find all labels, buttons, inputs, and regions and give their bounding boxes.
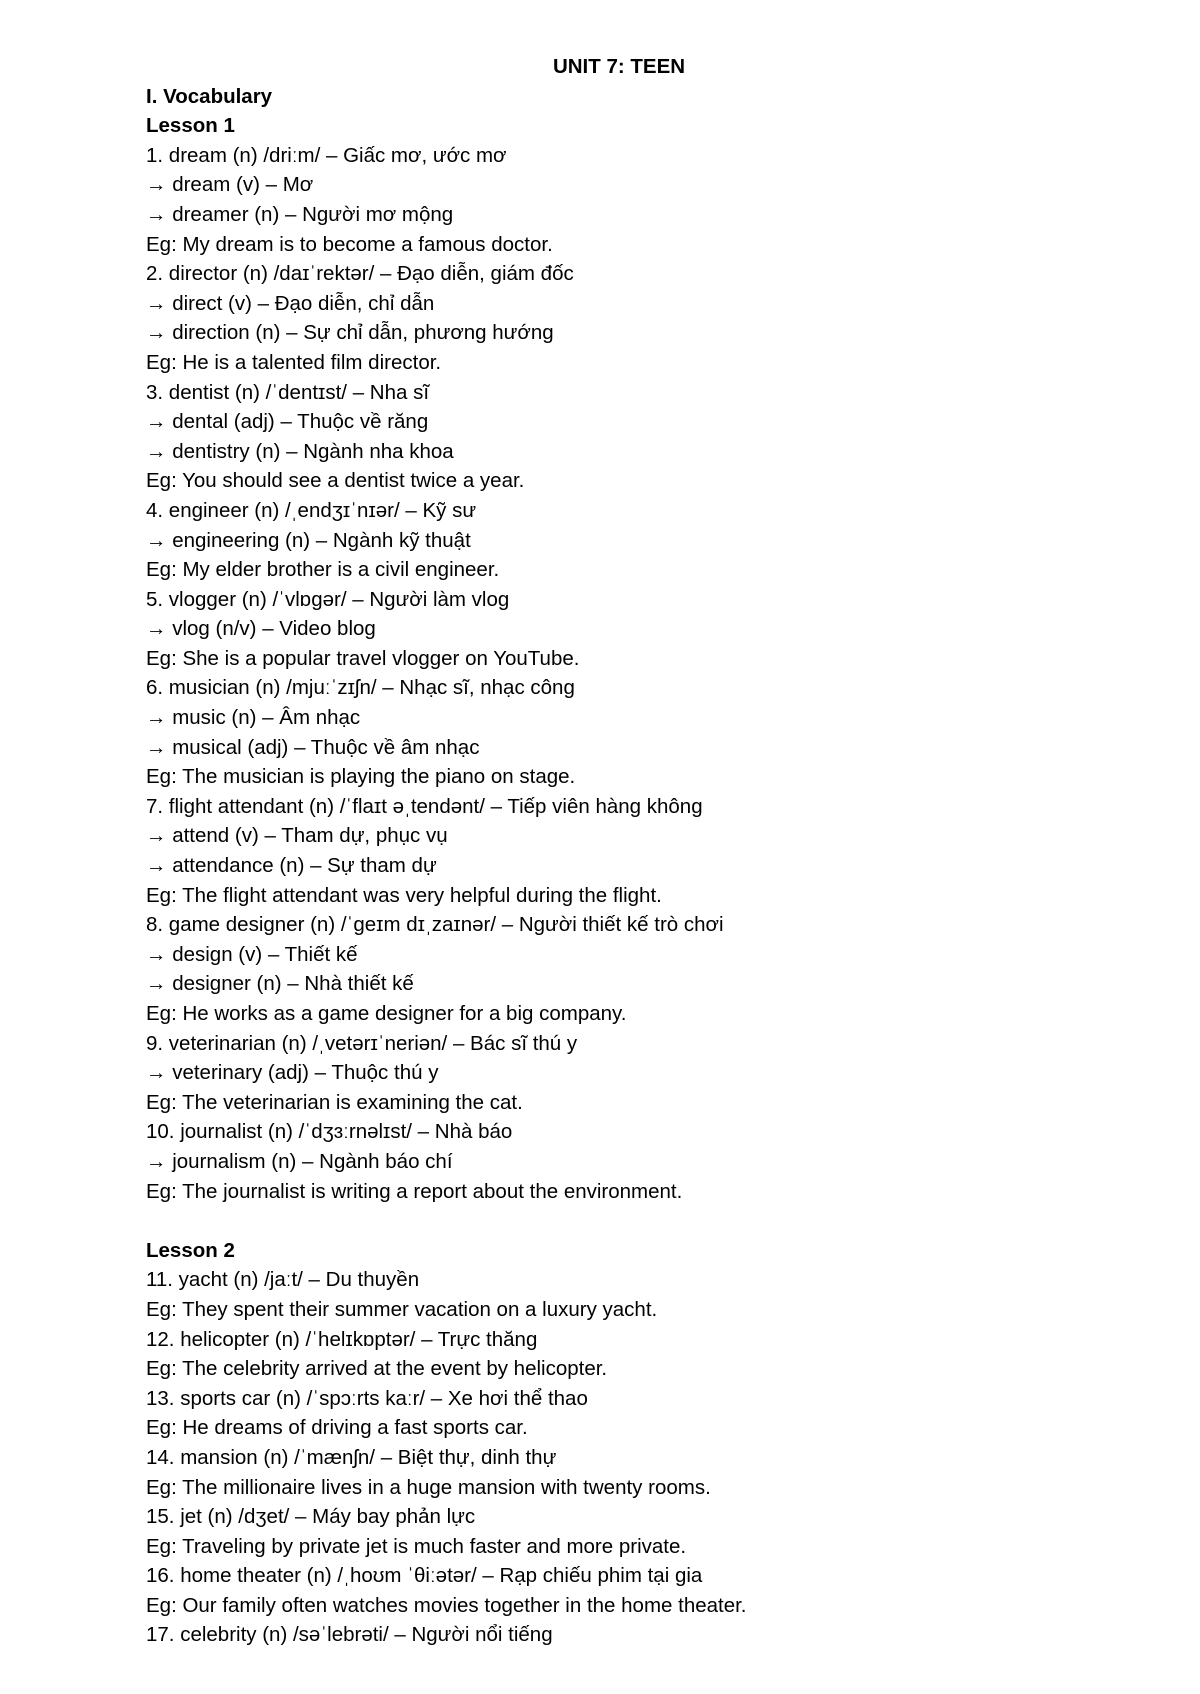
- vocab-entry: 4. engineer (n) /ˌendʒɪˈnɪər/ – Kỹ sư: [146, 498, 477, 522]
- example-sentence: Eg: She is a popular travel vlogger on YouTube.: [146, 646, 580, 670]
- word-family-line: → dental (adj) – Thuộc về răng: [146, 410, 429, 434]
- vocab-entry: 14. mansion (n) /ˈmænʃn/ – Biệt thự, dinh thự: [146, 1445, 557, 1469]
- vocab-entry: 8. game designer (n) /ˈgeɪm dɪˌzaɪnər/ – Người thiết kế trò chơi: [146, 913, 724, 937]
- word-family-line: → direction (n) – Sự chỉ dẫn, phương hướng: [146, 321, 554, 345]
- example-sentence: Eg: The celebrity arrived at the event by helicopter.: [146, 1357, 608, 1381]
- example-sentence: Eg: The millionaire lives in a huge mansion with twenty rooms.: [146, 1475, 711, 1499]
- word-family-line: → music (n) – Âm nhạc: [146, 706, 361, 730]
- lesson-2-heading: Lesson 2: [146, 1238, 235, 1262]
- word-family-line: → veterinary (adj) – Thuộc thú y: [146, 1061, 439, 1085]
- example-sentence: Eg: My elder brother is a civil engineer.: [146, 558, 500, 582]
- vocab-entry: 2. director (n) /daɪˈrektər/ – Đạo diễn, giám đốc: [146, 262, 574, 286]
- example-sentence: Eg: Traveling by private jet is much faster and more private.: [146, 1534, 687, 1558]
- vocab-entry: 9. veterinarian (n) /ˌvetərɪˈneriən/ – Bác sĩ thú y: [146, 1031, 578, 1055]
- example-sentence: Eg: The flight attendant was very helpful during the flight.: [146, 883, 662, 907]
- word-family-line: → dream (v) – Mơ: [146, 173, 314, 197]
- word-family-line: → dreamer (n) – Người mơ mộng: [146, 202, 454, 226]
- vocab-entry: 16. home theater (n) /ˌhoʊm ˈθiːətər/ – Rạp chiếu phim tại gia: [146, 1564, 703, 1588]
- example-sentence: Eg: The journalist is writing a report about the environment.: [146, 1179, 683, 1203]
- example-sentence: Eg: The musician is playing the piano on stage.: [146, 765, 576, 789]
- vocab-entry: 12. helicopter (n) /ˈhelɪkɒptər/ – Trực thăng: [146, 1327, 538, 1351]
- word-family-line: → musical (adj) – Thuộc về âm nhạc: [146, 735, 480, 759]
- example-sentence: Eg: He is a talented film director.: [146, 350, 442, 374]
- example-sentence: Eg: Our family often watches movies together in the home theater.: [146, 1593, 747, 1617]
- word-family-line: → designer (n) – Nhà thiết kế: [146, 972, 414, 996]
- vocab-entry: 13. sports car (n) /ˈspɔːrts kaːr/ – Xe hơi thể thao: [146, 1386, 588, 1410]
- vocab-entry: 3. dentist (n) /ˈdentɪst/ – Nha sĩ: [146, 380, 430, 404]
- word-family-line: → journalism (n) – Ngành báo chí: [146, 1149, 453, 1173]
- lesson-divider: [146, 1206, 1106, 1236]
- example-sentence: Eg: You should see a dentist twice a year.: [146, 469, 525, 493]
- vocab-entry: 15. jet (n) /dʒet/ – Máy bay phản lực: [146, 1505, 476, 1529]
- lesson-1-entries: [146, 141, 1106, 1206]
- section-heading: I. Vocabulary: [146, 84, 273, 108]
- example-sentence: Eg: He dreams of driving a fast sports car.: [146, 1416, 528, 1440]
- word-family-line: → vlog (n/v) – Video blog: [146, 617, 376, 641]
- word-family-line: → engineering (n) – Ngành kỹ thuật: [146, 528, 471, 552]
- example-sentence: Eg: He works as a game designer for a big company.: [146, 1002, 627, 1025]
- word-family-line: → design (v) – Thiết kế: [146, 942, 358, 966]
- example-sentence: Eg: My dream is to become a famous doctor.: [146, 232, 553, 256]
- example-sentence: Eg: They spent their summer vacation on a luxury yacht.: [146, 1297, 658, 1321]
- word-family-line: → dentistry (n) – Ngành nha khoa: [146, 439, 454, 463]
- lesson-2-entries: [146, 1265, 1106, 1650]
- document-title: UNIT 7: TEEN: [552, 55, 686, 78]
- vocab-entry: 10. journalist (n) /ˈdʒɜːrnəlɪst/ – Nhà báo: [146, 1120, 513, 1144]
- lesson-1-heading: Lesson 1: [146, 114, 235, 138]
- word-family-line: → direct (v) – Đạo diễn, chỉ dẫn: [146, 291, 435, 315]
- vocab-entry: 5. vlogger (n) /ˈvlɒgər/ – Người làm vlog: [146, 587, 510, 611]
- vocab-entry: 7. flight attendant (n) /ˈflaɪt əˌtendənt/ – Tiếp viên hàng không: [146, 794, 703, 818]
- vocab-entry: 1. dream (n) /driːm/ – Giấc mơ, ước mơ: [146, 143, 507, 167]
- vocab-entry: 11. yacht (n) /jaːt/ – Du thuyền: [146, 1268, 420, 1292]
- example-sentence: Eg: The veterinarian is examining the cat.: [146, 1090, 523, 1114]
- vocab-entry: 17. celebrity (n) /səˈlebrəti/ – Người nổi tiếng: [146, 1623, 553, 1647]
- word-family-line: → attend (v) – Tham dự, phục vụ: [146, 824, 448, 848]
- document-page: [146, 52, 1106, 1650]
- word-family-line: → attendance (n) – Sự tham dự: [146, 854, 437, 878]
- vocab-entry: 6. musician (n) /mjuːˈzɪʃn/ – Nhạc sĩ, nhạc công: [146, 676, 575, 700]
